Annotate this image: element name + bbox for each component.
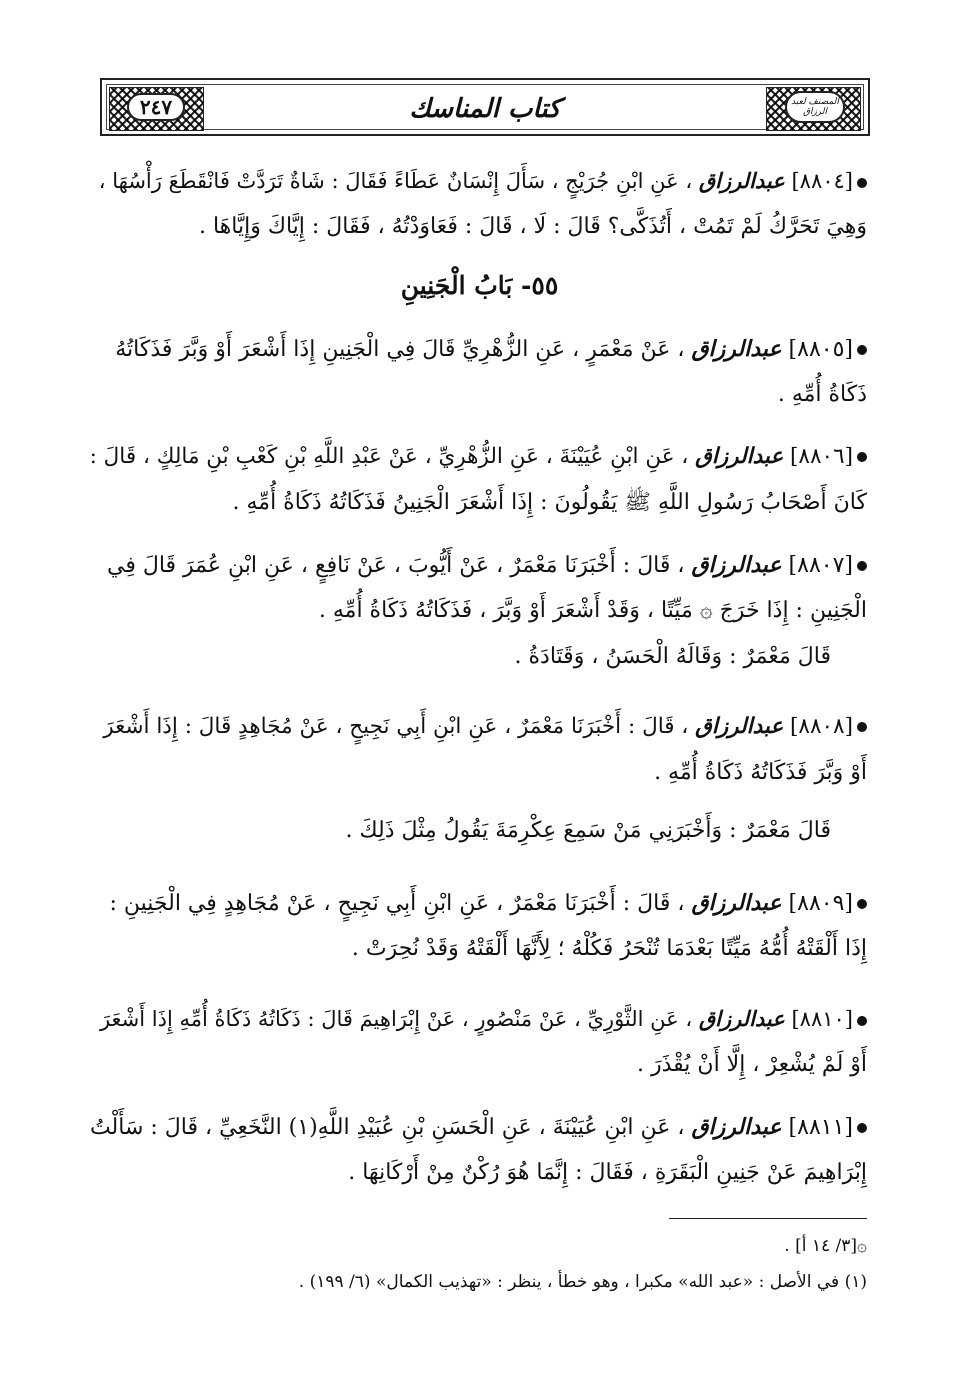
- entry-number: [٨٨١١]: [781, 1115, 853, 1140]
- entry-line: [89, 880, 867, 926]
- bullet-icon: [857, 722, 867, 732]
- bullet-icon: [857, 1016, 867, 1026]
- footnote-1: (١) في الأصل : «عبد الله» مكبرا ، وهو خطأ ، ينظر : «تهذيب الكمال» (٦/ ١٩٩) .: [298, 1272, 867, 1292]
- bullet-icon: [857, 1123, 867, 1133]
- narrator-name: عبدالرزاق: [691, 1114, 782, 1140]
- narrator-name: عبدالرزاق: [691, 552, 782, 578]
- entry-line: [89, 542, 867, 588]
- entry-number: [٨٨٠٤]: [784, 169, 853, 193]
- bullet-icon: [857, 899, 867, 909]
- book-logo-text: المصنف لعبد الرزاق: [791, 97, 839, 117]
- entry-number: [٨٨١٠]: [784, 1007, 853, 1031]
- bullet-icon: [857, 178, 867, 188]
- page-number: ٢٤٧: [127, 93, 185, 121]
- entry-text: ، عَنِ ابْنِ عُيَيْنَةَ ، عَنِ الزُّهْرِيِّ ، عَنْ عَبْدِ اللَّهِ بْنِ كَعْبِ بْنِ مَالِكٍ ، قَالَ :: [89, 444, 696, 469]
- entry-text: ، عَنْ مَعْمَرٍ ، عَنِ الزُّهْرِيِّ قَالَ فِي الْجَنِينِ إِذَا أَشْعَرَ أَوْ وَبَّرَ فَذَكَاتُهُ: [115, 337, 692, 362]
- header-frame: [106, 84, 864, 130]
- hadith-entry-8804: [89, 158, 867, 250]
- entry-number: [٨٨٠٦]: [783, 444, 853, 469]
- entry-number: [٨٨٠٩]: [781, 891, 853, 916]
- narrator-name: عبدالرزاق: [691, 336, 782, 362]
- book-logo: [785, 91, 845, 123]
- entry-number: [٨٨٠٨]: [783, 714, 853, 739]
- entry-number: [٨٨٠٧]: [781, 553, 853, 578]
- hadith-entry-8807: [89, 542, 867, 680]
- entry-text: ، قَالَ : أَخْبَرَنَا مَعْمَرٌ ، عَنِ ابْنِ أَبِي نَجِيحٍ ، عَنْ مُجَاهِدٍ قَالَ : إِذَا أَشْعَرَ: [103, 714, 696, 739]
- bullet-icon: [857, 345, 867, 355]
- entry-line: إِبْرَاهِيمَ عَنْ جَنِينِ الْبَقَرَةِ ، فَقَالَ : إِنَّمَا هُوَ رُكْنٌ مِنْ أَرْكَانِهَا .: [348, 1160, 867, 1185]
- entry-text: ، قَالَ : أَخْبَرَنَا مَعْمَرٌ ، عَنْ أَيُّوبَ ، عَنْ نَافِعٍ ، عَنِ ابْنِ عُمَرَ قَالَ فِي: [107, 553, 692, 578]
- hadith-entry-8808: [89, 704, 867, 854]
- bullet-icon: [857, 452, 867, 462]
- entry-line: الْجَنِينِ : إِذَا خَرَجَ ۞ مَيِّتًا ، وَقَدْ أَشْعَرَ أَوْ وَبَّرَ ، فَذَكَاتُهُ ذَكَاةُ أُمِّهِ .: [318, 598, 867, 623]
- entry-line: [89, 704, 867, 750]
- narrator-name: عبدالرزاق: [691, 890, 782, 916]
- narrator-name: عبدالرزاق: [695, 444, 784, 469]
- entry-line: وَهِيَ تَحَرَّكُ لَمْ تَمُتْ ، أَتُذَكَّى؟ قَالَ : لَا ، قَالَ : فَعَاوَدْتُهُ ، فَقَالَ : إِيَّاكَ وَإِيَّاهَا .: [198, 214, 867, 239]
- entry-line: [89, 434, 867, 480]
- narrator-name: عبدالرزاق: [698, 1006, 785, 1031]
- entry-line: [89, 158, 867, 204]
- narrator-name: عبدالرزاق: [698, 168, 785, 193]
- hadith-entry-8811: [89, 1104, 867, 1196]
- entry-line: [89, 1104, 867, 1150]
- entry-line: أَوْ لَمْ يُشْعِرْ ، إِلَّا أَنْ يُقْذَرَ .: [637, 1052, 867, 1077]
- book-title: كتاب المناسك: [409, 94, 561, 124]
- entry-text: ، عَنِ ابْنِ عُيَيْنَةَ ، عَنِ الْحَسَنِ بْنِ عُبَيْدِ اللَّهِ(١) النَّخَعِيِّ ، قَالَ : سَأَلْتُ: [89, 1115, 692, 1140]
- entry-text: ، عَنِ الثَّوْرِيِّ ، عَنْ مَنْصُورٍ ، عَنْ إِبْرَاهِيمَ قَالَ : ذَكَاتُهُ ذَكَاةُ أُمِّهِ إِذَا أَشْعَرَ: [99, 1007, 699, 1031]
- hadith-entry-8806: [89, 434, 867, 526]
- entry-line: قَالَ مَعْمَرٌ : وَأَخْبَرَنِي مَنْ سَمِعَ عِكْرِمَةَ يَقُولُ مِثْلَ ذَلِكَ .: [345, 818, 831, 843]
- entry-line: [89, 996, 867, 1042]
- entry-line: قَالَ مَعْمَرٌ : وَقَالَهُ الْحَسَنُ ، وَقَتَادَةُ .: [514, 644, 831, 669]
- entry-line: ذَكَاةُ أُمِّهِ .: [777, 382, 867, 407]
- hadith-entry-8810: [89, 996, 867, 1088]
- entry-line: إِذَا أَلْقَتْهُ أُمُّهُ مَيِّتًا بَعْدَمَا تُنْحَرُ فَكُلْهُ ؛ لِأَنَّهَا أَلْقَتْهُ وَقَدْ نُحِرَتْ .: [351, 936, 867, 961]
- bullet-icon: [857, 561, 867, 571]
- entry-number: [٨٨٠٥]: [781, 337, 853, 362]
- entry-line: كَانَ أَصْحَابُ رَسُولِ اللَّهِ ﷺ يَقُولُونَ : إِذَا أَشْعَرَ الْجَنِينُ فَذَكَاتُهُ ذَكَاةُ أُمِّهِ .: [232, 490, 867, 515]
- narrator-name: عبدالرزاق: [695, 714, 784, 739]
- footnote-divider: [669, 1218, 867, 1219]
- chapter-heading: ٥٥- بَابُ الْجَنِينِ: [400, 271, 559, 300]
- entry-text: ، عَنِ ابْنِ جُرَيْجٍ ، سَأَلَ إِنْسَانٌ عَطَاءً فَقَالَ : شَاةٌ تَرَدَّتْ فَانْقَطَعَ رَأْسُهَا ،: [98, 169, 699, 193]
- hadith-entry-8805: [89, 326, 867, 418]
- page-header: [100, 78, 870, 136]
- entry-line: [89, 326, 867, 372]
- footnote-marker: ۞[٣/ ١٤ أ] .: [784, 1236, 867, 1256]
- hadith-entry-8809: [89, 880, 867, 972]
- entry-text: ، قَالَ : أَخْبَرَنَا مَعْمَرٌ ، عَنِ ابْنِ أَبِي نَجِيحٍ ، عَنْ مُجَاهِدٍ فِي الْجَنِينِ :: [109, 891, 692, 916]
- entry-line: أَوْ وَبَّرَ فَذَكَاتُهُ ذَكَاةُ أُمِّهِ .: [654, 760, 867, 785]
